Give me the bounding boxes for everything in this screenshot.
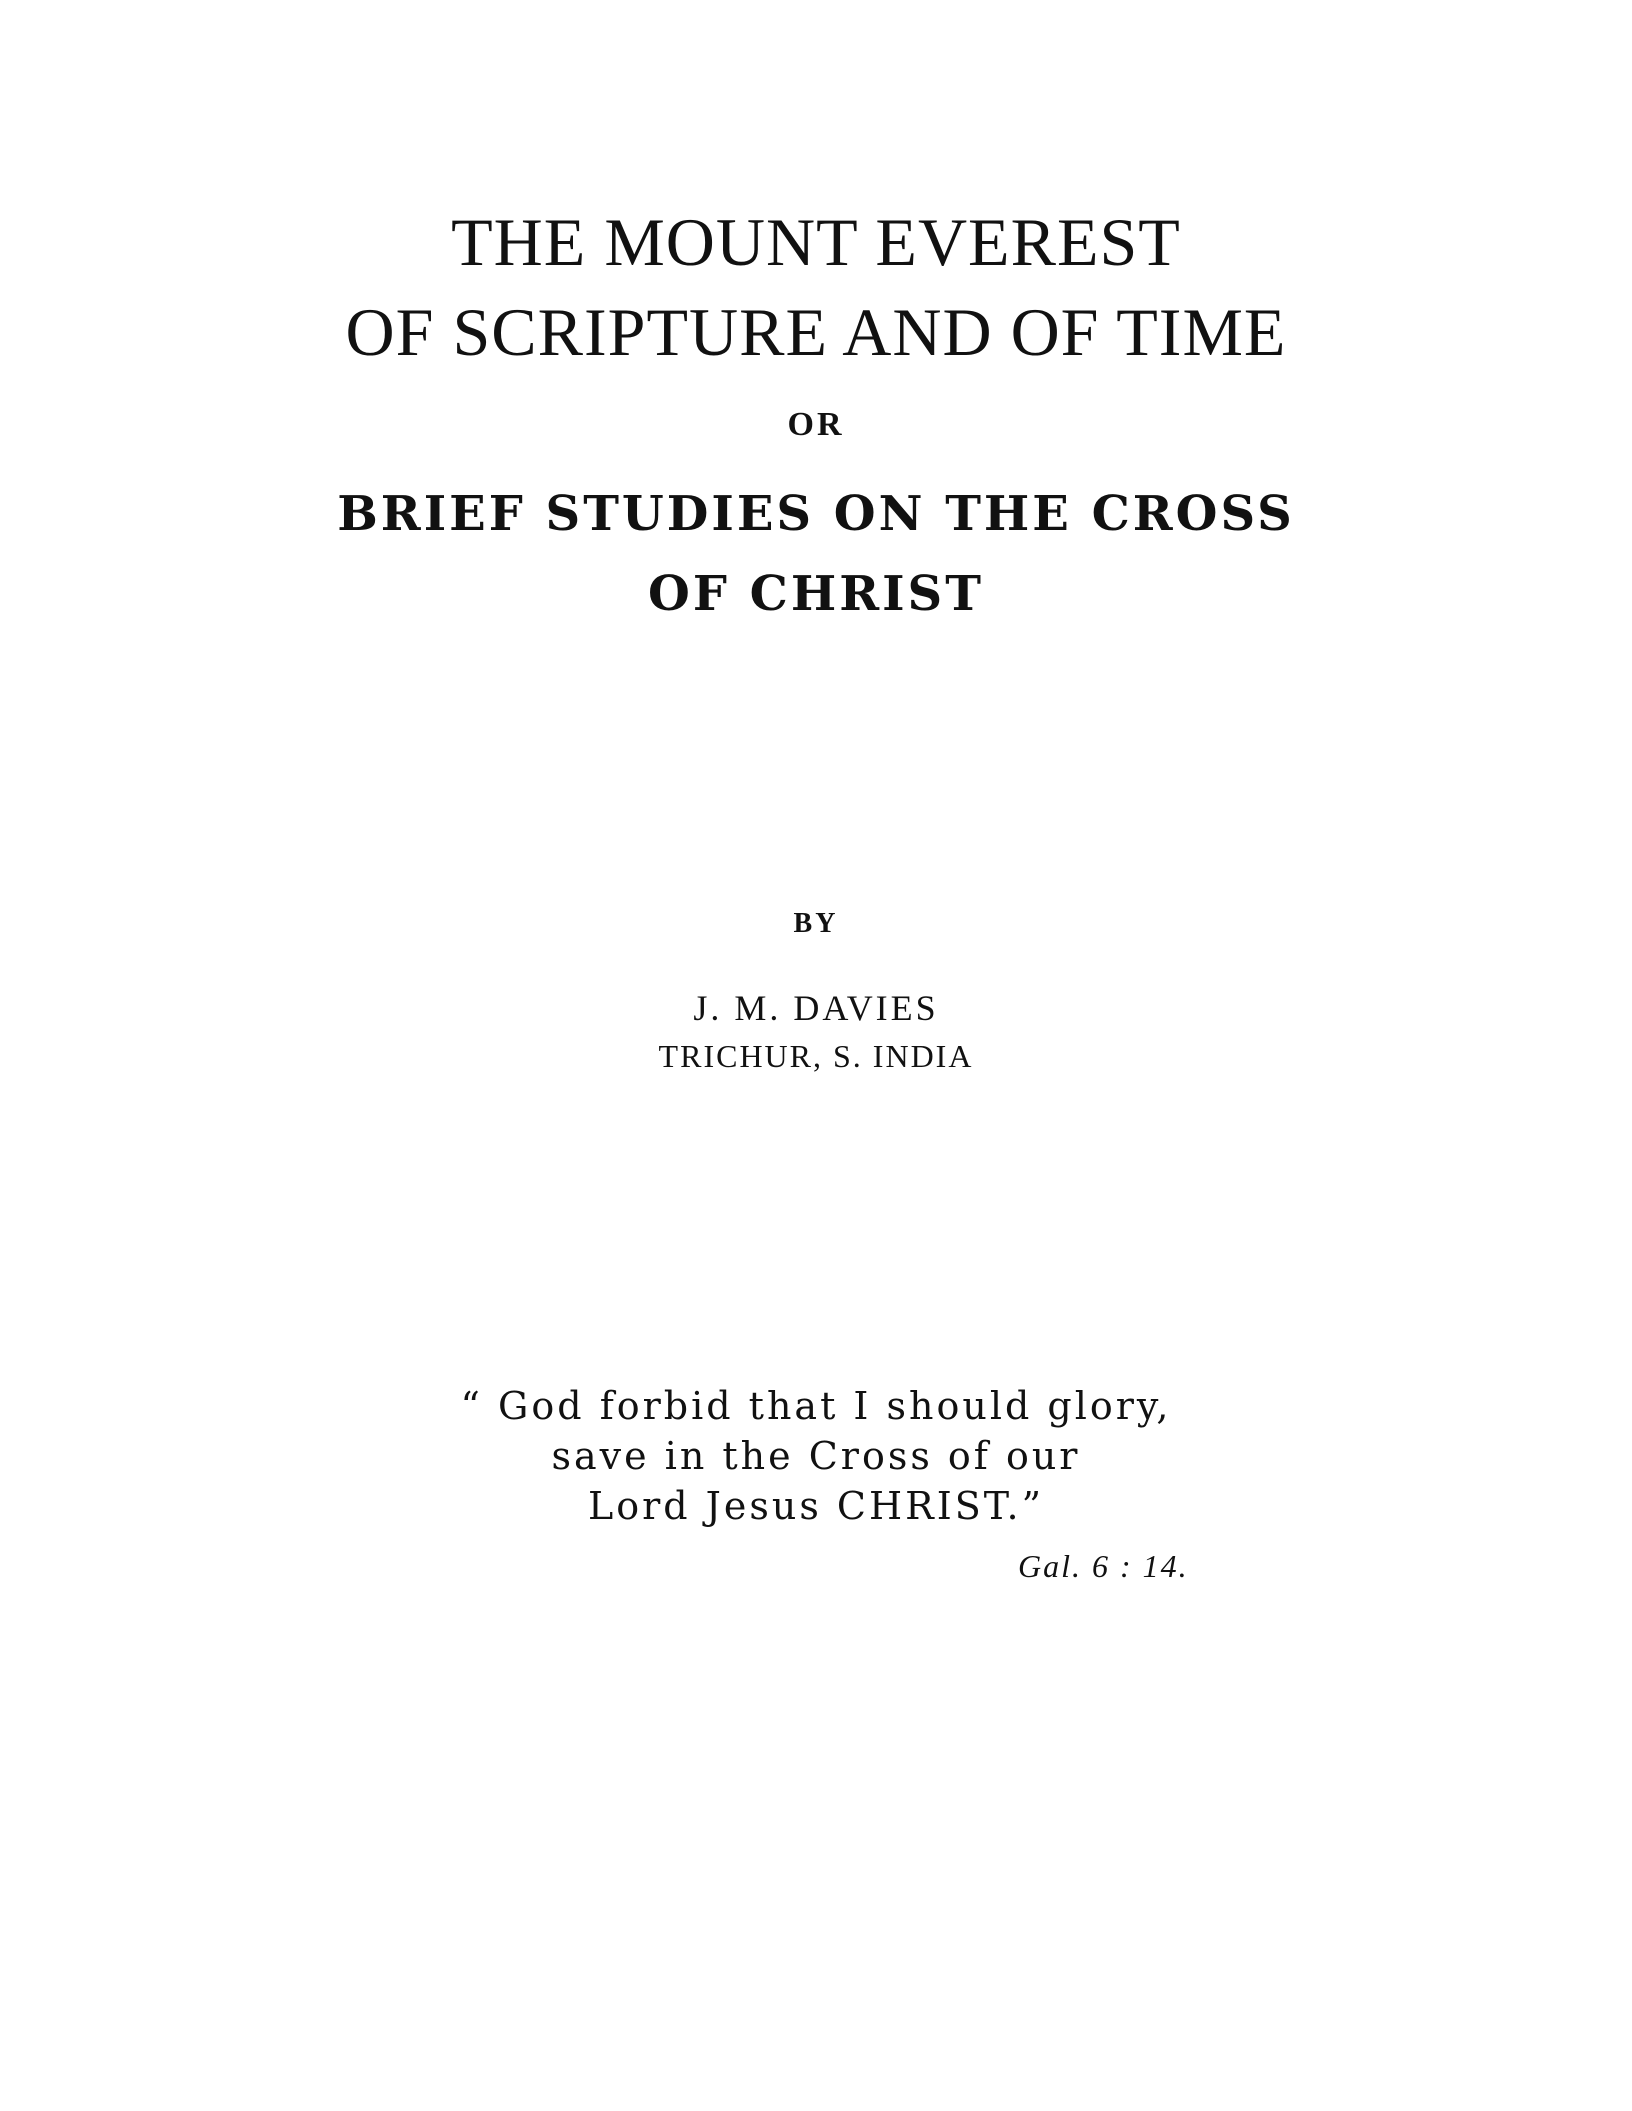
author-location: TRICHUR, S. INDIA xyxy=(658,1038,974,1074)
epigraph-reference: Gal. 6 : 14. xyxy=(1018,1548,1189,1584)
epigraph-line-2: save in the Cross of our xyxy=(551,1434,1081,1478)
epigraph-line-1: “ God forbid that I should glory, xyxy=(460,1384,1172,1428)
or-label: OR xyxy=(787,406,845,443)
subtitle-line-2: OF CHRIST xyxy=(648,566,984,622)
author-name: J. M. DAVIES xyxy=(693,988,939,1028)
title-line-1: THE MOUNT EVEREST xyxy=(451,204,1181,280)
epigraph-line-3: Lord Jesus CHRIST.” xyxy=(587,1484,1045,1528)
by-label: BY xyxy=(793,908,839,939)
subtitle-line-1: BRIEF STUDIES ON THE CROSS xyxy=(337,486,1295,542)
title-line-2: OF SCRIPTURE AND OF TIME xyxy=(345,294,1287,370)
